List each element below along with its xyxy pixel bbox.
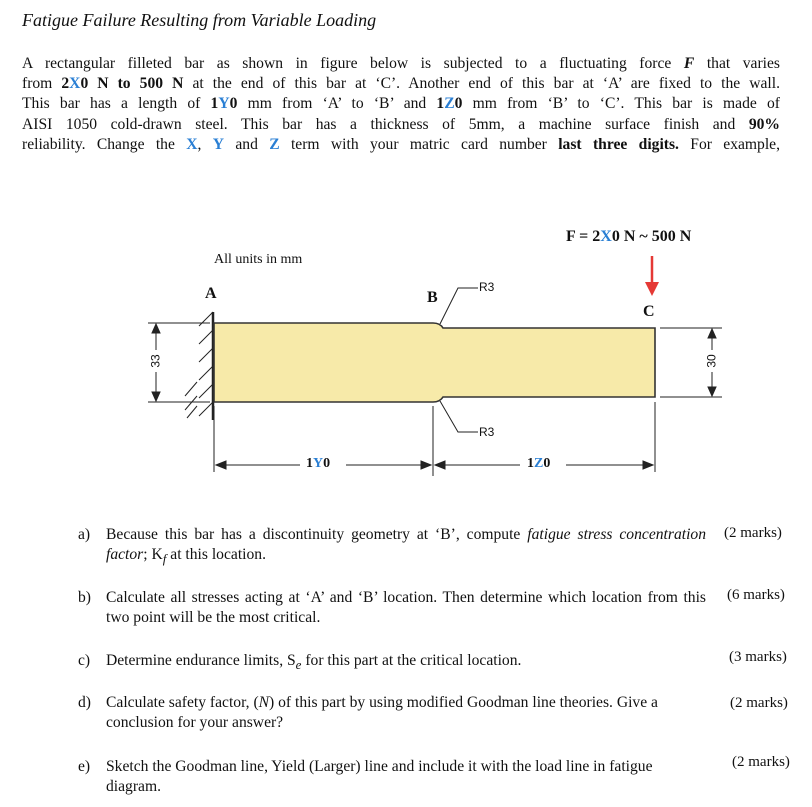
length-ab-label: 1Y0	[303, 456, 333, 472]
question-b-marks: (6 marks)	[727, 587, 785, 603]
statement-line-3: This bar has a length of 1Y0 mm from ‘A’ to ‘B’ and 1Z0 mm from ‘B’ to ‘C’. This bar is made of	[22, 95, 780, 113]
question-c-marks: (3 marks)	[729, 649, 787, 665]
question-a-marks: (2 marks)	[724, 525, 782, 541]
filleted-bar	[214, 323, 655, 402]
units-note: All units in mm	[214, 252, 303, 267]
statement-line-5: reliability. Change the X, Y and Z term with your matric card number last three digits. For example,	[22, 135, 781, 153]
force-label: F = 2X0 N ~ 500 N	[566, 228, 692, 245]
statement-line-4: AISI 1050 cold-drawn steel. This bar has a thickness of 5mm, a machine surface finish and 90%	[22, 115, 780, 133]
question-e-marks: (2 marks)	[732, 754, 790, 770]
question-d-marks: (2 marks)	[730, 695, 788, 711]
fillet-radius-bottom: R3	[479, 425, 495, 439]
point-c-label: C	[643, 303, 655, 320]
fixed-wall	[185, 312, 213, 420]
fillet-bottom-leader	[440, 401, 478, 432]
point-a-label: A	[205, 285, 217, 302]
force-arrowhead	[645, 282, 659, 296]
height-right-value: 30	[704, 354, 719, 368]
statement-line-1: A rectangular filleted bar as shown in figure below is subjected to a fluctuating force F that varies	[22, 55, 780, 72]
fillet-top-leader	[440, 288, 478, 324]
length-bc-label: 1Z0	[524, 456, 553, 472]
length-dims	[214, 402, 655, 476]
statement-line-2: from 2X0 N to 500 N at the end of this bar at ‘C’. Another end of this bar at ‘A’ are fixed to the wall.	[22, 75, 780, 93]
height-left-value: 33	[148, 354, 163, 368]
page-title: Fatigue Failure Resulting from Variable Loading	[22, 10, 377, 30]
fillet-radius-top: R3	[479, 280, 495, 294]
point-b-label: B	[427, 289, 438, 306]
